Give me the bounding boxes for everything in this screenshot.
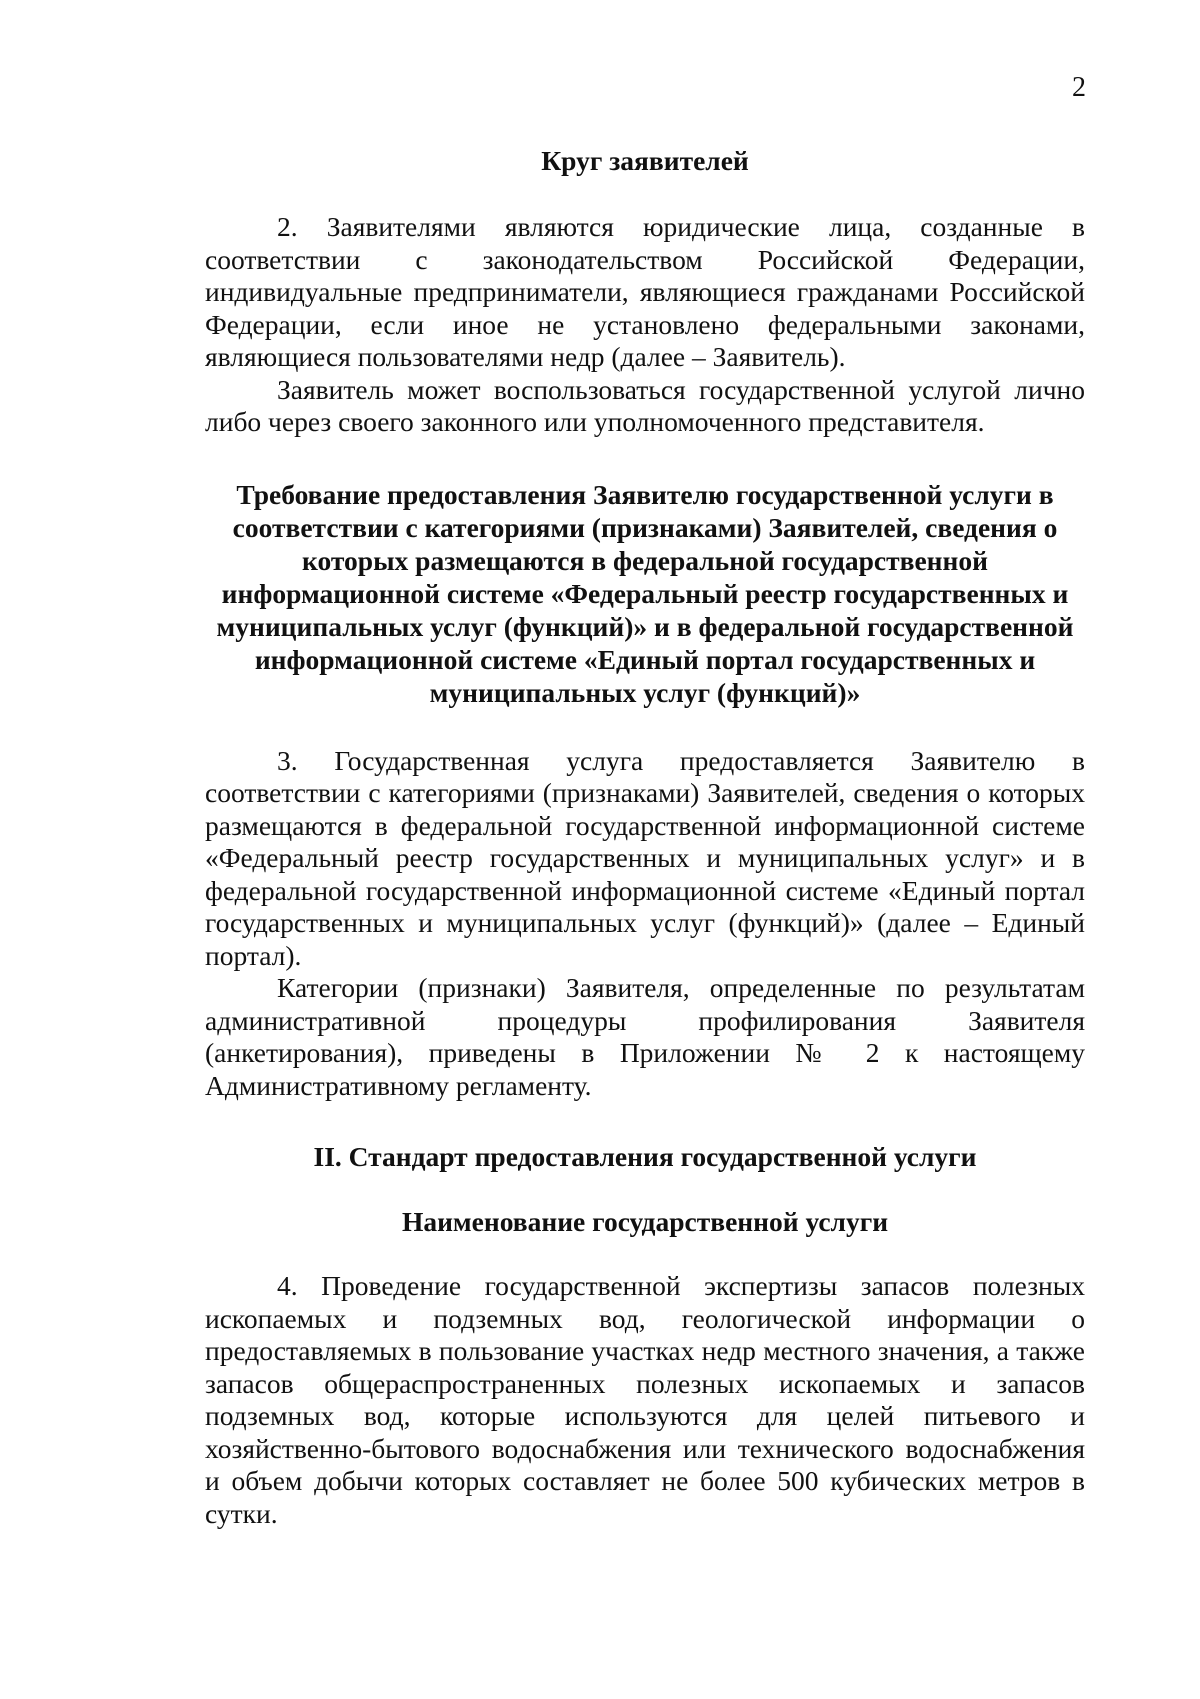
paragraph-3-continued: Категории (признаки) Заявителя, определенные по результатам административной процедуры профилирования Заявителя (анкетирования), приведены в Приложении № 2 к настоящему Административному регламенту. [205, 972, 1085, 1101]
paragraph-2: 2. Заявителями являются юридические лица, созданные в соответствии с законодательством Российской Федерации, индивидуальные предприниматели, являющиеся гражданами Российской Федерации, если иное не установлено федеральными законами, являющиеся пользователями недр (далее – Заявитель). [205, 211, 1085, 372]
section-heading-service-name: Наименование государственной услуги [401, 1206, 889, 1237]
document-content [205, 144, 1085, 1530]
page-number: 2 [1072, 72, 1086, 103]
paragraph-2-continued: Заявитель может воспользоваться государственной услугой лично либо через своего законного или уполномоченного представителя. [205, 373, 1085, 437]
section-heading-standard: II. Стандарт предоставления государственной услуги [313, 1141, 977, 1172]
paragraph-3: 3. Государственная услуга предоставляется Заявителю в соответствии с категориями (признаками) Заявителей, сведения о которых размещаются в федеральной государственной информационной системе «Федеральный реестр государственных и муниципальных услуг» и в федеральной государственной информационной системе «Единый портал государственных и муниципальных услуг (функций)» (далее – Единый портал). [205, 744, 1085, 971]
section-heading-applicants: Круг заявителей [541, 145, 749, 176]
paragraph-4: 4. Проведение государственной экспертизы запасов полезных ископаемых и подземных вод, геологической информации о предоставляемых в пользование участках недр местного значения, а также запасов общераспространенных полезных ископаемых и запасов подземных вод, которые используются для целей питьевого и хозяйственно-бытового водоснабжения или технического водоснабжения и объем добычи которых составляет не более 500 кубических метров в сутки. [205, 1270, 1085, 1529]
section-heading-requirement: Требование предоставления Заявителю государственной услуги в соответствии с категориями (признаками) Заявителей, сведения о которых размещаются в федеральной государственной информационной системе «Федеральный реестр государственных и муниципальных услуг (функций)» и в федеральной государственной информационной системе «Единый портал государственных и муниципальных услуг (функций)» [216, 478, 1074, 708]
